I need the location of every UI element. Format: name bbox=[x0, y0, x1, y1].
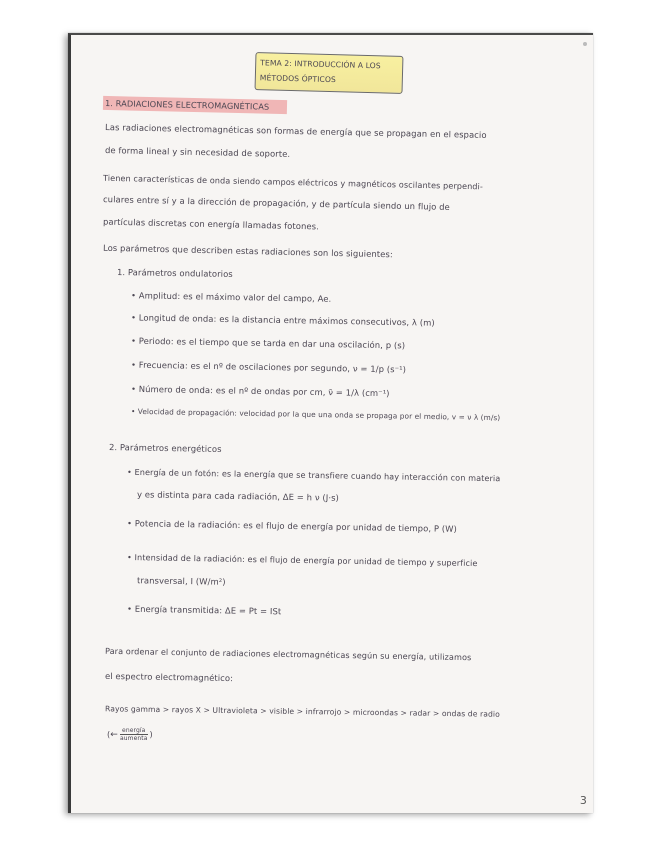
subsection-heading: 2. Parámetros energéticos bbox=[108, 442, 222, 454]
page-number: 3 bbox=[579, 794, 587, 807]
list-item: • Energía transmitida: ΔE = Pt = ISt bbox=[126, 603, 282, 617]
arrow-label-bottom: aumenta bbox=[119, 735, 148, 742]
paragraph-line: de forma lineal y sin necesidad de soporte. bbox=[104, 145, 291, 159]
list-item-continuation: transversal, I (W/m²) bbox=[136, 575, 226, 587]
list-item: • Frecuencia: es el nº de oscilaciones por segundo, ν = 1/p (s⁻¹) bbox=[130, 359, 407, 375]
paragraph-line: partículas discretas con energía llamadas fotones. bbox=[102, 216, 320, 232]
list-item: • Número de onda: es el nº de ondas por cm, ν̄ = 1/λ (cm⁻¹) bbox=[130, 383, 390, 399]
title-line-2: MÉTODOS ÓPTICOS bbox=[259, 73, 337, 85]
paragraph-line: el espectro electromagnético: bbox=[104, 670, 234, 684]
section-heading: 1. RADIACIONES ELECTROMAGNÉTICAS bbox=[103, 96, 287, 114]
list-item: • Energía de un fotón: es la energía que se transfiere cuando hay interacción con materia bbox=[126, 466, 501, 484]
title-line-1: TEMA 2: INTRODUCCIÓN A LOS bbox=[260, 58, 381, 71]
list-item: • Velocidad de propagación: velocidad por la que una onda se propaga por el medio, v = ν λ (m/s) bbox=[130, 406, 501, 423]
notebook-page bbox=[68, 33, 593, 813]
energy-arrow-note: (← energía aumenta ) bbox=[107, 727, 153, 742]
spectrum-line: Rayos gamma > rayos X > Ultravioleta > visible > infrarrojo > microondas > radar > ondas de radio bbox=[104, 704, 500, 719]
list-item: • Potencia de la radiación: es el flujo de energía por unidad de tiempo, P (W) bbox=[126, 518, 458, 534]
paragraph-line: Tienen características de onda siendo campos eléctricos y magnéticos oscilantes perpendi- bbox=[102, 172, 484, 192]
page-mark bbox=[583, 42, 587, 46]
list-item: • Periodo: es el tiempo que se tarda en dar una oscilación, p (s) bbox=[130, 335, 406, 351]
list-item: • Longitud de onda: es la distancia entre máximos consecutivos, λ (m) bbox=[130, 312, 435, 328]
paragraph-line: Los parámetros que describen estas radiaciones son los siguientes: bbox=[102, 242, 393, 260]
paragraph-line: culares entre sí y a la dirección de propagación, y de partícula siendo un flujo de bbox=[102, 194, 450, 212]
arrow-label-top: energía bbox=[120, 727, 148, 735]
list-item: • Amplitud: es el máximo valor del campo, Ae. bbox=[130, 290, 332, 304]
list-item-continuation: y es distinta para cada radiación, ΔE = h ν (J·s) bbox=[136, 489, 340, 503]
paragraph-line: Para ordenar el conjunto de radiaciones electromagnéticas según su energía, utilizamos bbox=[104, 645, 472, 663]
subsection-heading: 1. Parámetros ondulatorios bbox=[116, 266, 233, 280]
list-item: • Intensidad de la radiación: es el flujo de energía por unidad de tiempo y superficie bbox=[126, 551, 478, 569]
paragraph-line: Las radiaciones electromagnéticas son formas de energía que se propagan en el espacio bbox=[104, 122, 487, 140]
arrow-left-icon: ← bbox=[110, 730, 118, 740]
page-title bbox=[255, 52, 404, 94]
